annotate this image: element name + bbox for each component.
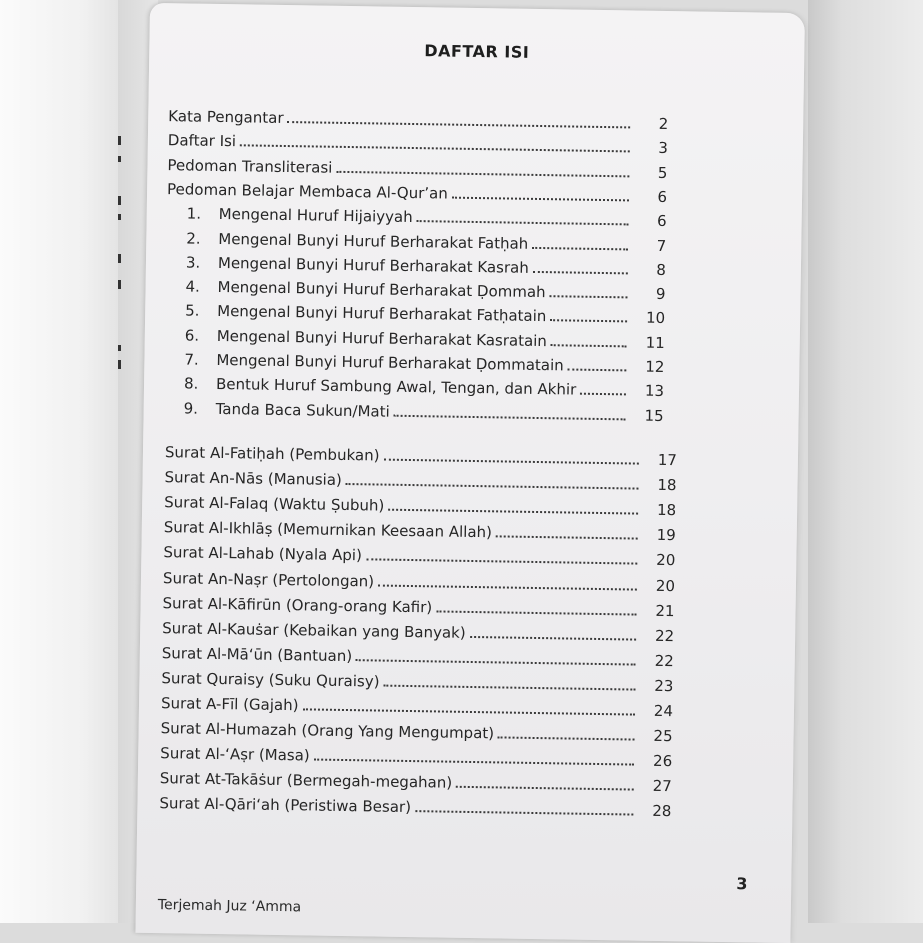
toc-entry-label: Surat Al-Qāri‘ah (Peristiwa Besar) — [159, 794, 412, 817]
toc-dot-leader — [346, 483, 639, 490]
toc-entry-label: Mengenal Bunyi Huruf Berharakat Fatḥah — [218, 229, 529, 253]
toc-dot-leader — [314, 759, 634, 766]
toc-dot-leader — [336, 170, 629, 177]
background-left — [0, 0, 118, 923]
toc-entry-page: 2 — [658, 114, 669, 134]
toc-entry-page: 27 — [652, 777, 672, 796]
toc-entry-page: 24 — [653, 701, 674, 721]
toc-entry-number: 7. — [184, 350, 199, 369]
toc-entry-label: Mengenal Bunyi Huruf Berharakat Ḍommah — [217, 278, 546, 302]
toc-entry-label: Mengenal Huruf Hijaiyyah — [218, 205, 413, 227]
toc-dot-leader — [287, 121, 630, 128]
toc-entry-page: 17 — [657, 450, 678, 470]
toc-entry-page: 26 — [652, 752, 673, 771]
toc-entry-page: 22 — [654, 651, 674, 670]
toc-dot-leader — [394, 414, 626, 420]
page-footer: Terjemah Juz ‘Amma — [157, 897, 302, 916]
toc-entry-number: 2. — [186, 228, 201, 248]
toc-entry-page: 15 — [644, 406, 664, 425]
toc-entry — [184, 395, 664, 425]
page-number: 3 — [736, 874, 748, 894]
toc-entry-page: 28 — [652, 802, 672, 821]
toc-entry-number: 6. — [184, 326, 200, 345]
toc-dot-leader — [470, 636, 637, 641]
toc-dot-leader — [550, 295, 628, 298]
toc-dot-leader — [456, 786, 634, 791]
toc-dot-leader — [551, 344, 627, 347]
toc-entry-page: 20 — [656, 551, 676, 570]
toc-entry-page: 10 — [645, 309, 666, 328]
toc-entry-label: Surat Quraisy (Suku Quraisy) — [161, 669, 380, 691]
toc-entry-label: Daftar Isi — [167, 131, 237, 151]
toc-entry-label: Surat A-Fīl (Gajah) — [160, 694, 299, 715]
toc-dot-leader — [498, 737, 635, 741]
toc-entry-label: Bentuk Huruf Sambung Awal, Tengan, dan Akhir — [215, 375, 577, 399]
toc-entry-number: 3. — [185, 253, 201, 272]
toc-entry-page: 6 — [656, 212, 667, 231]
toc-entry-label: Mengenal Bunyi Huruf Berharakat Fatḥatain — [217, 302, 547, 326]
toc-entry — [159, 790, 671, 820]
toc-entry-label: Mengenal Bunyi Huruf Berharakat Kasratain — [216, 326, 548, 350]
toc-dot-leader — [533, 271, 628, 274]
toc-entry-label: Surat Al-Mā‘ūn (Bantuan) — [161, 643, 353, 665]
toc-entry-page: 19 — [656, 526, 676, 545]
toc-entry-label: Surat At-Takāṡur (Bermegah-megahan) — [159, 769, 453, 792]
toc-entry-page: 8 — [656, 260, 667, 279]
toc-dot-leader — [580, 393, 626, 396]
toc-entry-label: Pedoman Transliterasi — [167, 155, 333, 177]
toc-dot-leader — [417, 220, 629, 225]
toc-dot-leader — [568, 368, 627, 371]
toc-entry-page: 12 — [645, 357, 665, 376]
toc-entry-label: Surat Al-‘Aṣr (Masa) — [160, 744, 310, 765]
toc-entry-label: Surat An-Naṣr (Pertolongan) — [162, 568, 375, 590]
toc-entry-page: 20 — [655, 576, 676, 595]
toc-entry-number: 4. — [185, 277, 201, 296]
toc-entry-label: Surat An-Nās (Manusia) — [164, 468, 342, 490]
page-title: DAFTAR ISI — [424, 41, 530, 62]
toc-entry-label: Surat Al-Falaq (Waktu Ṣubuh) — [164, 493, 385, 515]
toc-entry-page: 18 — [656, 501, 677, 520]
toc-entry-number: 9. — [183, 399, 199, 418]
toc-entry-label: Surat Al-Fatiḥah (Pembukan) — [164, 443, 380, 465]
toc-entry-page: 25 — [653, 726, 673, 746]
toc-dot-leader — [415, 811, 633, 816]
toc-dot-leader — [388, 509, 638, 515]
toc-entry-page: 22 — [654, 626, 675, 645]
toc-entry-page: 3 — [658, 139, 668, 158]
toc-entry-label: Surat Al-Kāfirūn (Orang-orang Kafir) — [162, 593, 433, 616]
toc-entry-page: 7 — [656, 236, 667, 255]
toc-entry-label: Pedoman Belajar Membaca Al-Qur’an — [166, 180, 448, 203]
toc-entry-page: 6 — [657, 187, 668, 206]
toc-dot-leader — [452, 197, 629, 202]
toc-dot-leader — [240, 145, 630, 153]
background-right — [808, 0, 923, 923]
toc-entry-page: 18 — [657, 475, 677, 495]
toc-dot-leader — [383, 684, 635, 690]
toc-entry-number: 5. — [185, 301, 200, 321]
toc-entry-label: Surat Al-Kauṡar (Kebaikan yang Banyak) — [162, 618, 466, 642]
toc-entry-page: 9 — [655, 284, 666, 304]
toc-entry-label: Mengenal Bunyi Huruf Berharakat Ḍommatain — [216, 350, 564, 375]
toc-entry-label: Surat Al-Lahab (Nyala Api) — [163, 543, 363, 565]
toc-entry-label: Surat Al-Ikhlāṣ (Memurnikan Keesaan Allah) — [163, 518, 493, 542]
toc-dot-leader — [496, 536, 638, 540]
toc-entry-number: 8. — [183, 374, 199, 393]
toc-entry-label: Mengenal Bunyi Huruf Berharakat Kasrah — [217, 253, 529, 277]
toc-dot-leader — [436, 610, 636, 615]
toc-entry-page: 23 — [654, 676, 674, 696]
toc-entry-page: 13 — [644, 381, 665, 401]
toc-dot-leader — [550, 320, 627, 323]
book-page — [135, 3, 805, 943]
toc-entry-label: Surat Al-Humazah (Orang Yang Mengumpat) — [160, 719, 495, 743]
toc-entry-label: Tanda Baca Sukun/Mati — [215, 399, 390, 421]
toc-dot-leader — [356, 659, 636, 665]
toc-dot-leader — [378, 584, 637, 590]
table-of-contents — [150, 3, 805, 821]
toc-entry-page: 5 — [657, 163, 668, 182]
toc-dot-leader — [532, 246, 628, 250]
toc-dot-leader — [302, 708, 634, 715]
toc-dot-leader — [366, 559, 637, 565]
toc-entry-page: 21 — [655, 601, 675, 620]
toc-entry-page: 11 — [645, 333, 665, 352]
toc-entry-label: Kata Pengantar — [168, 107, 284, 127]
toc-entry-number: 1. — [186, 204, 202, 223]
toc-dot-leader — [383, 459, 638, 465]
